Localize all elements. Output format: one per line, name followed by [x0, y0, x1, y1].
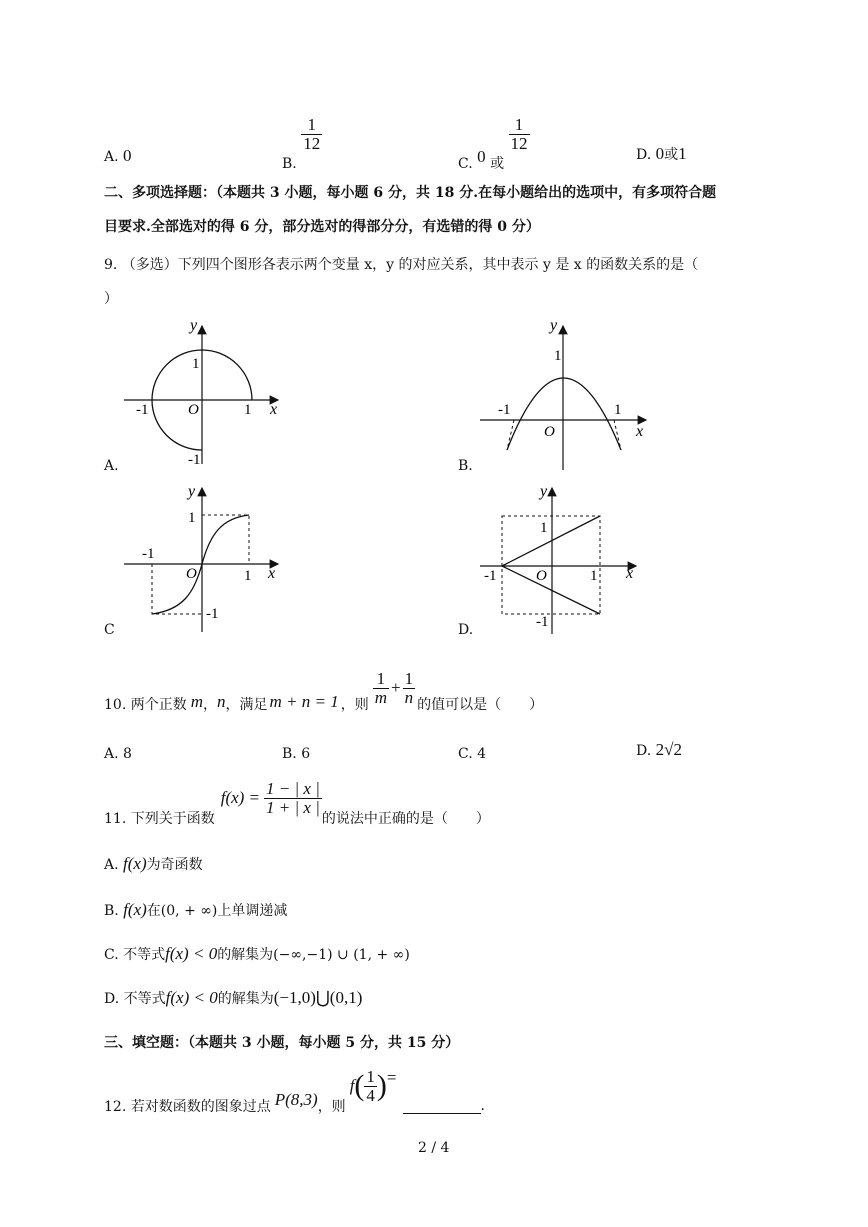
q9-stem-line2: ）: [104, 291, 118, 307]
graph-b-x-label: x: [636, 423, 644, 440]
q11-option-d: D. 不等式f(x) < 0的解集为(−1,0)⋃(0,1): [104, 988, 363, 1007]
q9-option-c-label: C: [104, 622, 115, 638]
graph-a-tick-1-y: 1: [192, 356, 200, 372]
graph-b-y-label: y: [550, 317, 558, 334]
q8-option-d: D. 0或1: [636, 144, 687, 163]
graph-c-tick-neg1-y: -1: [206, 606, 219, 622]
graph-a-origin: O: [188, 402, 199, 418]
q8-option-a: A. 0: [104, 146, 132, 165]
graph-c-origin: O: [186, 566, 197, 582]
q10-option-a: A. 8: [104, 746, 132, 762]
graph-b: [474, 316, 654, 472]
section2-heading-line1: 二、多项选择题：（本题共 3 小题，每小题 6 分，共 18 分.在每小题给出的选项中，有多项符合题: [104, 185, 717, 201]
graph-a-tick-neg1-y: -1: [188, 452, 201, 466]
graph-c-y-label: y: [188, 483, 196, 500]
graph-b-tick-neg1-x: -1: [498, 402, 511, 418]
q11-option-b: B. f(x)在(0, + ∞)上单调递减: [104, 900, 288, 919]
q10-option-b: B. 6: [282, 746, 311, 762]
graph-d-origin: O: [536, 568, 547, 584]
graph-d: [474, 480, 644, 636]
graph-d-y-label: y: [540, 483, 548, 500]
q8-option-b: B. $\frac{1}{12}$: [282, 115, 321, 173]
q10-stem: 10. 两个正数 m ， n ，满足 m + n = 1 ，则 $\frac{1}{m}$ + $\frac{1}{n}$ 的值可以是（ ）: [104, 669, 544, 714]
graph-d-x-label: x: [626, 565, 634, 582]
graph-c-tick-1-y: 1: [188, 510, 196, 526]
graph-b-tick-1-y: 1: [554, 348, 562, 364]
graph-d-tick-neg1-x: -1: [484, 568, 497, 584]
graph-a-tick-neg1-x: -1: [136, 402, 149, 418]
q10-option-d: D. 2√2: [636, 740, 682, 759]
graph-c: [118, 480, 288, 636]
q9-option-d-label: D.: [458, 622, 474, 638]
graph-a-y-label: y: [190, 317, 198, 334]
graph-a-x-label: x: [270, 401, 278, 418]
graph-c-tick-1-x: 1: [244, 568, 252, 584]
q9-stem-line1: 9. （多选）下列四个图形各表示两个变量 x，y 的对应关系，其中表示 y 是 x 的函数关系的是（: [104, 257, 699, 273]
q9-option-a-label: A.: [104, 458, 119, 474]
graph-d-tick-1-y: 1: [540, 520, 548, 536]
q11-stem: 11. 下列关于函数 f(x) = $\frac{1 - | x |}{1 + | x |}$ 的说法中正确的是（ ）: [104, 779, 490, 828]
graph-b-tick-1-x: 1: [614, 402, 622, 418]
graph-a: [118, 316, 288, 466]
graph-c-x-label: x: [268, 565, 276, 582]
q11-option-a: A. f(x)为奇函数: [104, 854, 203, 873]
q8-option-c: C. 0 或 $\frac{1}{12}$: [458, 115, 528, 173]
page-number: 2 / 4: [418, 1140, 450, 1156]
section2-heading-line2: 目要求.全部选对的得 6 分，部分选对的得部分分，有选错的得 0 分）: [104, 219, 540, 235]
q11-option-c: C. 不等式f(x) < 0的解集为(−∞,−1) ∪ (1, + ∞): [104, 944, 410, 963]
q12-stem: 12. 若对数函数的图象过点 P(8,3) ，则 f ( $\frac{1}{4}$ ) = .: [104, 1067, 485, 1116]
q9-option-b-label: B.: [458, 458, 473, 474]
graph-d-tick-neg1-y: -1: [536, 614, 549, 630]
section3-heading: 三、填空题：（本题共 3 小题，每小题 5 分，共 15 分）: [104, 1035, 460, 1051]
graph-c-tick-neg1-x: -1: [142, 546, 155, 562]
q10-option-c: C. 4: [458, 746, 487, 762]
graph-d-tick-1-x: 1: [590, 568, 598, 584]
graph-a-tick-1-x: 1: [244, 402, 252, 418]
q12-answer-blank[interactable]: [403, 1099, 481, 1114]
graph-b-origin: O: [544, 424, 555, 440]
